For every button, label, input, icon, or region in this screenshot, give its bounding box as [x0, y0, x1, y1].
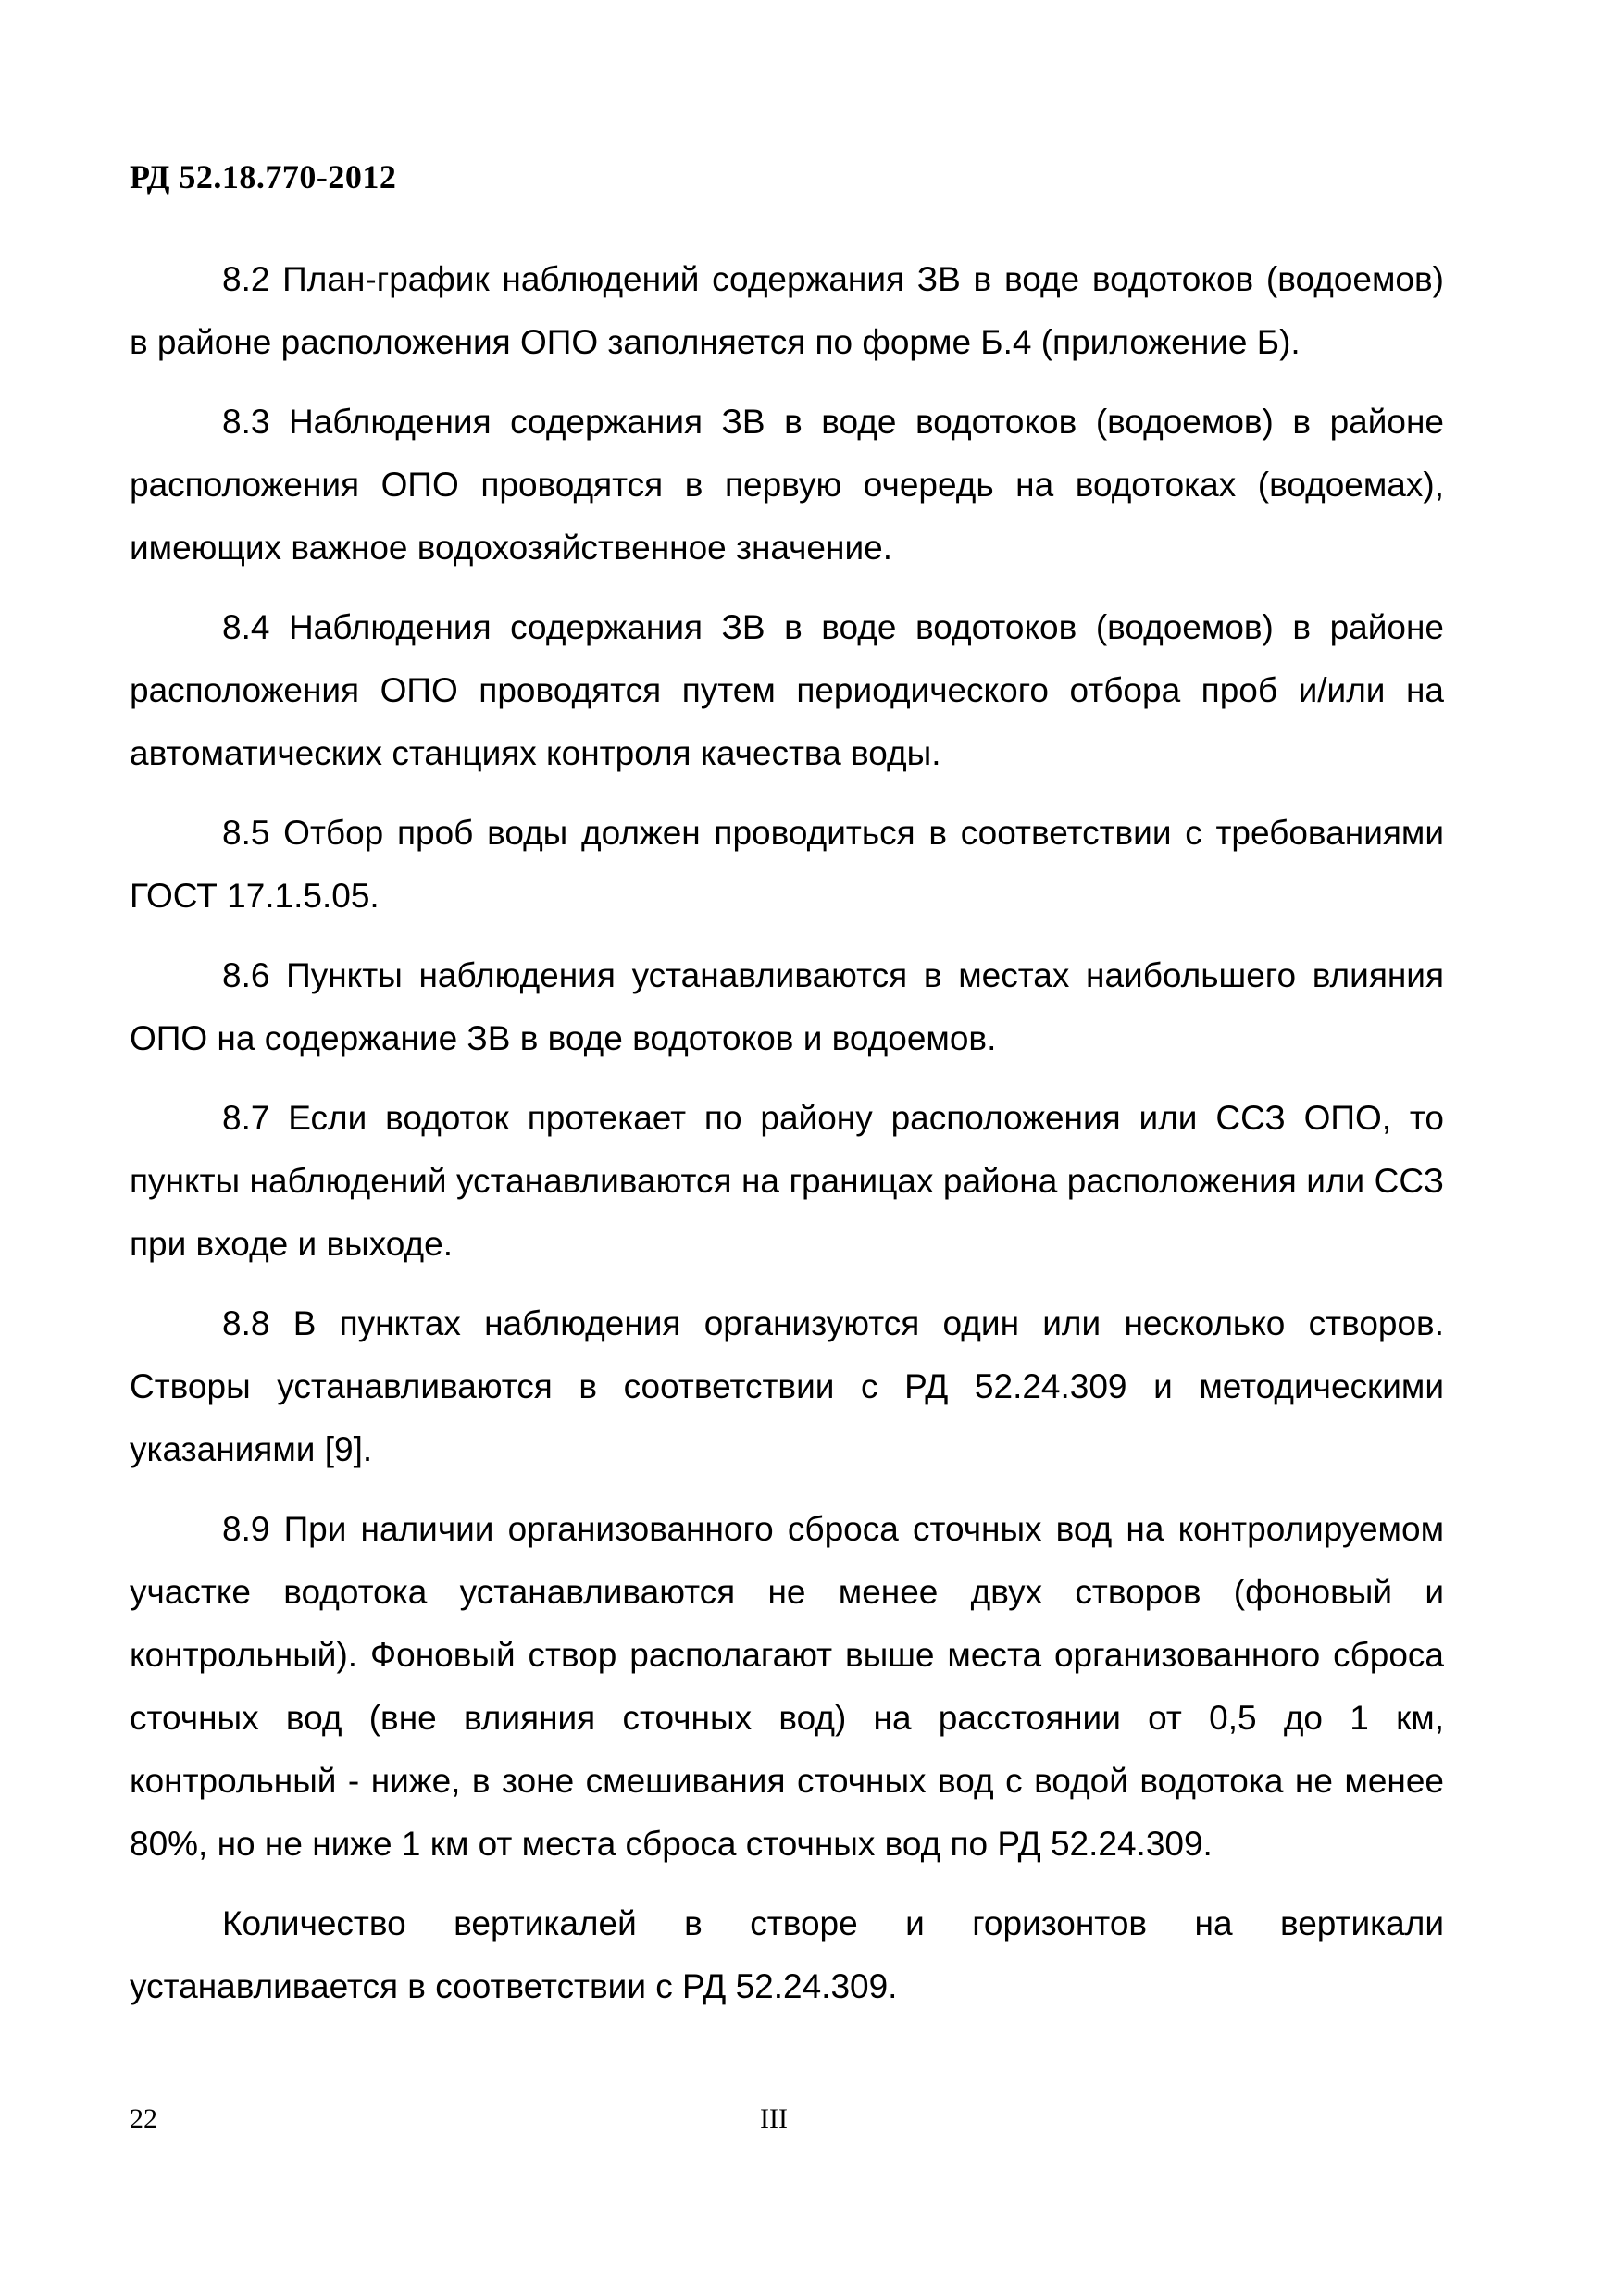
paragraph-verticals: Количество вертикалей в створе и горизонтов на вертикали устанавливается в соответствии с РД 52.24.309.	[130, 1904, 1444, 2005]
document-code-header: РД 52.18.770-2012	[130, 158, 397, 195]
paragraph-8-3: 8.3 Наблюдения содержания ЗВ в воде водотоков (водоемов) в районе расположения ОПО проводятся в первую очередь на водотоках (водоемах), имеющих важное водохозяйственное значение.	[130, 403, 1444, 567]
paragraph-8-5: 8.5 Отбор проб воды должен проводиться в соответствии с требованиями ГОСТ 17.1.5.05.	[130, 814, 1444, 915]
page-number: 22	[130, 2103, 157, 2134]
paragraph-8-2: 8.2 План-график наблюдений содержания ЗВ в воде водотоков (водоемов) в районе расположения ОПО заполняется по форме Б.4 (приложение Б).	[130, 260, 1444, 361]
paragraph-8-7: 8.7 Если водоток протекает по району расположения или ССЗ ОПО, то пункты наблюдений устанавливаются на границах района расположения или ССЗ при входе и выходе.	[130, 1099, 1444, 1263]
paragraph-8-9: 8.9 При наличии организованного сброса сточных вод на контролируемом участке водотока устанавливаются не менее двух створов (фоновый и контрольный). Фоновый створ располагают выше места организованного сброса сточных вод (вне влияния сточных вод) на расстоянии от 0,5 до 1 км, контрольный - ниже, в зоне смешивания сточных вод с водой водотока не менее 80%, но не ниже 1 км от места сброса сточных вод по РД 52.24.309.	[130, 1510, 1444, 1863]
document-body	[130, 248, 1444, 2018]
paragraph-8-4: 8.4 Наблюдения содержания ЗВ в воде водотоков (водоемов) в районе расположения ОПО проводятся путем периодического отбора проб и/или на автоматических станциях контроля качества воды.	[130, 608, 1444, 772]
paragraph-8-8: 8.8 В пунктах наблюдения организуются один или несколько створов. Створы устанавливаются в соответствии с РД 52.24.309 и методическими указаниями [9].	[130, 1304, 1444, 1468]
roman-numeral-mark: III	[760, 2103, 788, 2134]
paragraph-8-6: 8.6 Пункты наблюдения устанавливаются в местах наибольшего влияния ОПО на содержание ЗВ в воде водотоков и водоемов.	[130, 956, 1444, 1057]
